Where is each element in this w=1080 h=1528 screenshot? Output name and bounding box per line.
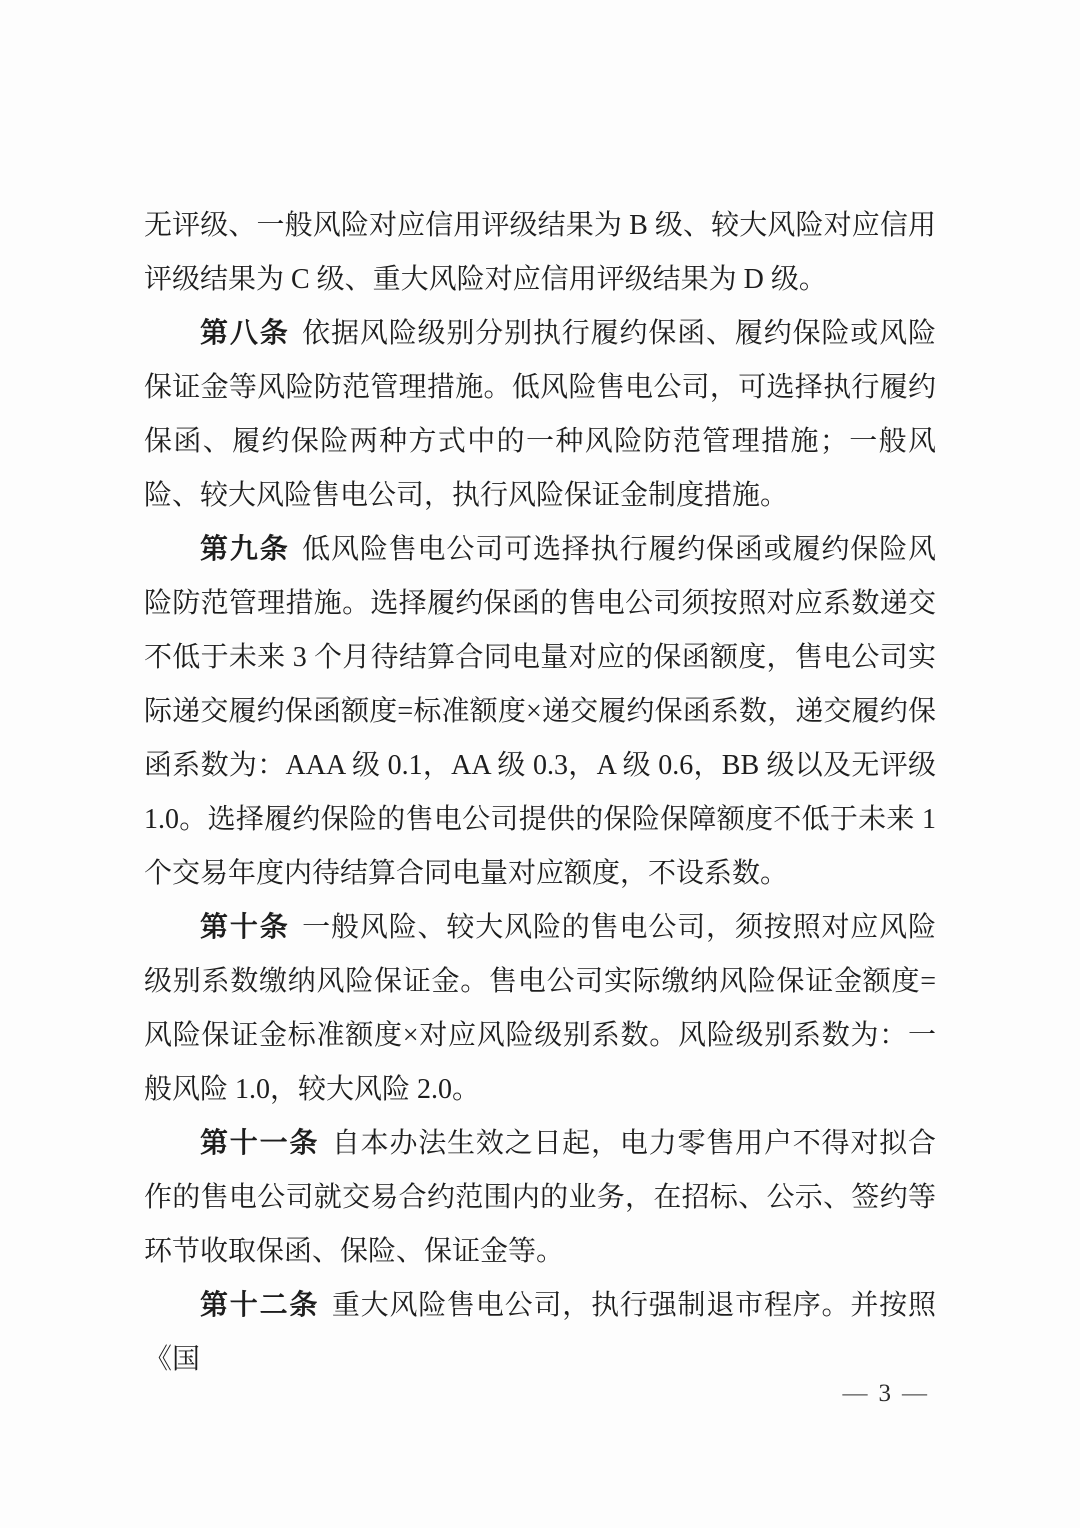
paragraph-text: 低风险售电公司可选择执行履约保函或履约保险风险防范管理措施。选择履约保函的售电公司须按照对应系数递交不低于未来 3 个月待结算合同电量对应的保函额度，售电公司实际递交履约保函额度=标准额度×递交履约保函系数，递交履约保函系数为：AAA 级 0.1，AA 级 0.3，A 级 0.6，BB 级以及无评级 1.0。选择履约保险的售电公司提供的保险保障额度不低于未来 1 个交易年度内待结算合同电量对应额度，不设系数。 — [144, 534, 936, 889]
paragraph-article-10 — [144, 901, 936, 1117]
footer-left-dash: — — [842, 1380, 869, 1407]
page-number: 3 — [878, 1380, 892, 1407]
article-number-label: 第十二条 — [200, 1290, 320, 1321]
article-number-label: 第九条 — [200, 534, 290, 565]
paragraph-article-12 — [144, 1279, 936, 1387]
paragraph-text: 重大风险售电公司，执行强制退市程序。并按照《国 — [144, 1290, 936, 1375]
paragraph-text: 自本办法生效之日起，电力零售用户不得对拟合作的售电公司就交易合约范围内的业务，在招标、公示、签约等环节收取保函、保险、保证金等。 — [144, 1128, 936, 1267]
paragraph-text: 依据风险级别分别执行履约保函、履约保险或风险保证金等风险防范管理措施。低风险售电公司，可选择执行履约保函、履约保险两种方式中的一种风险防范管理措施；一般风险、较大风险售电公司，执行风险保证金制度措施。 — [144, 318, 936, 511]
article-number-label: 第十一条 — [200, 1128, 320, 1159]
paragraph-article-9 — [144, 523, 936, 901]
footer-right-dash: — — [902, 1380, 928, 1407]
article-number-label: 第十条 — [200, 912, 290, 943]
page-footer — [833, 1380, 939, 1408]
paragraph-continuation — [144, 199, 936, 307]
document-text — [144, 199, 936, 1387]
paragraph-text: 无评级、一般风险对应信用评级结果为 B 级、较大风险对应信用评级结果为 C 级、重大风险对应信用评级结果为 D 级。 — [144, 210, 936, 295]
article-number-label: 第八条 — [200, 318, 290, 349]
paragraph-text: 一般风险、较大风险的售电公司，须按照对应风险级别系数缴纳风险保证金。售电公司实际缴纳风险保证金额度=风险保证金标准额度×对应风险级别系数。风险级别系数为：一般风险 1.0，较大风险 2.0。 — [144, 912, 936, 1105]
paragraph-article-8 — [144, 307, 936, 523]
paragraph-article-11 — [144, 1117, 936, 1279]
